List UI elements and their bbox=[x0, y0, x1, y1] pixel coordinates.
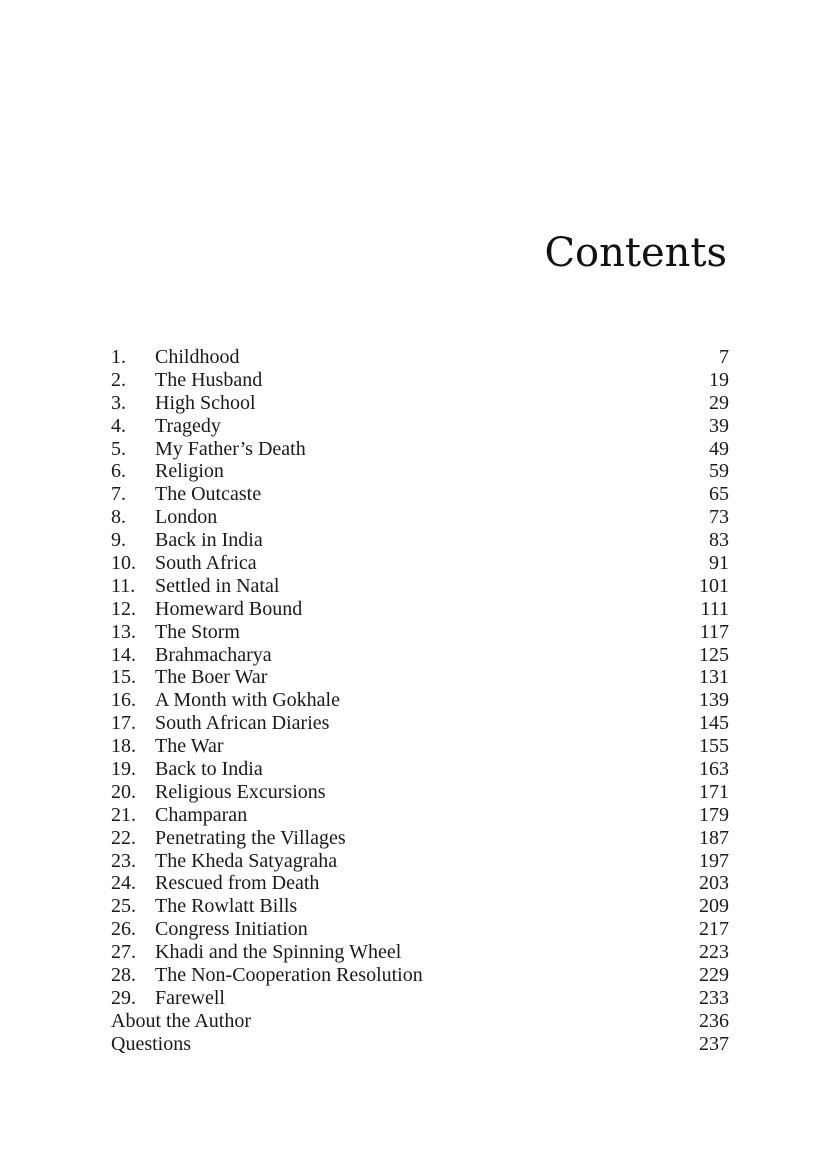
toc-entry[interactable] bbox=[111, 483, 729, 506]
toc-entry[interactable] bbox=[111, 438, 729, 461]
toc-entry-title: London bbox=[155, 506, 218, 529]
toc-entry-title: The Kheda Satyagraha bbox=[155, 849, 338, 872]
toc-entry[interactable] bbox=[111, 987, 729, 1010]
toc-entry-page: 233 bbox=[699, 986, 729, 1009]
toc-entry-page: 117 bbox=[699, 620, 729, 643]
toc-entry-page: 65 bbox=[709, 483, 729, 506]
toc-entry[interactable] bbox=[111, 850, 729, 873]
toc-entry-page: 139 bbox=[699, 689, 729, 712]
toc-entry-title: The War bbox=[155, 735, 224, 758]
toc-entry-number: 9. bbox=[111, 529, 126, 552]
toc-entry-number: 1. bbox=[111, 346, 126, 368]
toc-entry-number: 29. bbox=[111, 986, 136, 1009]
toc-entry-title: Farewell bbox=[155, 986, 225, 1009]
toc-entry[interactable] bbox=[111, 689, 729, 712]
toc-entry-title: Congress Initiation bbox=[155, 918, 308, 941]
toc-entry-number: 5. bbox=[111, 437, 126, 460]
toc-entry-page: 29 bbox=[709, 391, 729, 414]
toc-entry-page: 101 bbox=[699, 574, 729, 597]
toc-entry[interactable] bbox=[111, 758, 729, 781]
toc-entry-page: 83 bbox=[709, 529, 729, 552]
toc-entry[interactable] bbox=[111, 529, 729, 552]
toc-entry-title: High School bbox=[155, 391, 256, 414]
toc-entry-number: 8. bbox=[111, 506, 126, 529]
toc-entry-page: 125 bbox=[699, 643, 729, 666]
toc-entry-page: 131 bbox=[699, 666, 729, 689]
toc-entry-page: 187 bbox=[699, 826, 729, 849]
toc-entry-title: The Husband bbox=[155, 368, 263, 391]
toc-entry-title: Champaran bbox=[155, 803, 248, 826]
toc-entry-number: 21. bbox=[111, 803, 136, 826]
toc-entry-title: Settled in Natal bbox=[155, 574, 280, 597]
toc-entry-number: 7. bbox=[111, 483, 126, 506]
toc-entry[interactable] bbox=[111, 918, 729, 941]
table-of-contents bbox=[111, 346, 729, 1056]
toc-entry-title: My Father’s Death bbox=[155, 437, 306, 460]
toc-entry-page: 179 bbox=[699, 803, 729, 826]
toc-entry-number: 23. bbox=[111, 849, 136, 872]
toc-entry-number: 20. bbox=[111, 780, 136, 803]
toc-entry[interactable] bbox=[111, 781, 729, 804]
toc-entry-page: 19 bbox=[709, 368, 729, 391]
toc-entry[interactable] bbox=[111, 666, 729, 689]
toc-entry-page: 209 bbox=[699, 895, 729, 918]
toc-entry[interactable] bbox=[111, 460, 729, 483]
toc-entry-number: 18. bbox=[111, 735, 136, 758]
toc-entry[interactable] bbox=[111, 941, 729, 964]
toc-entry-title: Childhood bbox=[155, 346, 240, 368]
toc-entry-page: 59 bbox=[709, 460, 729, 483]
toc-entry[interactable] bbox=[111, 346, 729, 369]
toc-entry-page: 197 bbox=[699, 849, 729, 872]
toc-entry[interactable] bbox=[111, 644, 729, 667]
toc-entry[interactable] bbox=[111, 895, 729, 918]
toc-entry-title: Rescued from Death bbox=[155, 872, 320, 895]
toc-entry-number: 19. bbox=[111, 758, 136, 781]
toc-entry[interactable] bbox=[111, 506, 729, 529]
toc-entry[interactable] bbox=[111, 392, 729, 415]
toc-entry-page: 217 bbox=[699, 918, 729, 941]
toc-entry-title: The Non-Cooperation Resolution bbox=[155, 964, 423, 987]
toc-entry-title: South Africa bbox=[155, 552, 257, 575]
toc-entry-page: 49 bbox=[709, 437, 729, 460]
toc-entry-number: 12. bbox=[111, 597, 136, 620]
toc-entry[interactable] bbox=[111, 415, 729, 438]
toc-entry-number: 17. bbox=[111, 712, 136, 735]
toc-entry-title: Back in India bbox=[155, 529, 263, 552]
toc-entry[interactable] bbox=[111, 598, 729, 621]
toc-entry[interactable] bbox=[111, 804, 729, 827]
toc-entry-page: 171 bbox=[699, 780, 729, 803]
toc-entry-title: Khadi and the Spinning Wheel bbox=[155, 941, 402, 964]
toc-entry-title: Homeward Bound bbox=[155, 597, 303, 620]
toc-entry-title: Penetrating the Villages bbox=[155, 826, 346, 849]
toc-entry-page: 7 bbox=[719, 346, 729, 368]
toc-entry-page: 155 bbox=[699, 735, 729, 758]
toc-entry-title: Questions bbox=[111, 1032, 191, 1055]
toc-entry-page: 223 bbox=[699, 941, 729, 964]
toc-entry-number: 28. bbox=[111, 964, 136, 987]
toc-entry-page: 237 bbox=[699, 1032, 729, 1055]
toc-entry-number: 2. bbox=[111, 368, 126, 391]
toc-entry-number: 16. bbox=[111, 689, 136, 712]
toc-entry-number: 14. bbox=[111, 643, 136, 666]
toc-entry-number: 27. bbox=[111, 941, 136, 964]
toc-entry[interactable] bbox=[111, 621, 729, 644]
toc-entry-number: 25. bbox=[111, 895, 136, 918]
toc-entry-page: 163 bbox=[699, 758, 729, 781]
toc-entry-title: Religious Excursions bbox=[155, 780, 326, 803]
toc-entry-page: 39 bbox=[709, 414, 729, 437]
toc-entry[interactable] bbox=[111, 872, 729, 895]
toc-entry-number: 10. bbox=[111, 552, 136, 575]
toc-entry-title: The Outcaste bbox=[155, 483, 262, 506]
toc-entry[interactable] bbox=[111, 964, 729, 987]
toc-entry-title: Brahmacharya bbox=[155, 643, 272, 666]
toc-entry-title: The Rowlatt Bills bbox=[155, 895, 298, 918]
toc-entry-page: 236 bbox=[699, 1009, 729, 1032]
toc-entry[interactable] bbox=[111, 735, 729, 758]
toc-entry-number: 13. bbox=[111, 620, 136, 643]
toc-entry[interactable] bbox=[111, 369, 729, 392]
toc-entry-number: 6. bbox=[111, 460, 126, 483]
toc-entry-number: 24. bbox=[111, 872, 136, 895]
toc-entry-title: Tragedy bbox=[155, 414, 221, 437]
toc-entry-page: 91 bbox=[709, 552, 729, 575]
page-title: Contents bbox=[544, 230, 727, 276]
toc-entry-page: 203 bbox=[699, 872, 729, 895]
toc-entry-page: 145 bbox=[699, 712, 729, 735]
toc-entry-number: 4. bbox=[111, 414, 126, 437]
toc-entry-number: 3. bbox=[111, 391, 126, 414]
toc-entry-title: Religion bbox=[155, 460, 224, 483]
toc-entry-number: 26. bbox=[111, 918, 136, 941]
toc-entry-page: 73 bbox=[709, 506, 729, 529]
toc-entry[interactable] bbox=[111, 712, 729, 735]
toc-entry-about-author[interactable] bbox=[111, 1010, 729, 1033]
toc-entry-number: 22. bbox=[111, 826, 136, 849]
toc-entry-title: The Storm bbox=[155, 620, 240, 643]
toc-entry-number: 11. bbox=[111, 574, 136, 597]
toc-entry-page: 111 bbox=[700, 597, 729, 620]
toc-entry-title: The Boer War bbox=[155, 666, 268, 689]
toc-entry[interactable] bbox=[111, 827, 729, 850]
toc-entry-number: 15. bbox=[111, 666, 136, 689]
toc-entry-title: A Month with Gokhale bbox=[155, 689, 340, 712]
toc-entry[interactable] bbox=[111, 575, 729, 598]
toc-entry-questions[interactable] bbox=[111, 1033, 729, 1056]
toc-entry[interactable] bbox=[111, 552, 729, 575]
toc-entry-page: 229 bbox=[699, 964, 729, 987]
toc-entry-title: About the Author bbox=[111, 1009, 251, 1032]
toc-entry-title: Back to India bbox=[155, 758, 263, 781]
toc-entry-title: South African Diaries bbox=[155, 712, 330, 735]
